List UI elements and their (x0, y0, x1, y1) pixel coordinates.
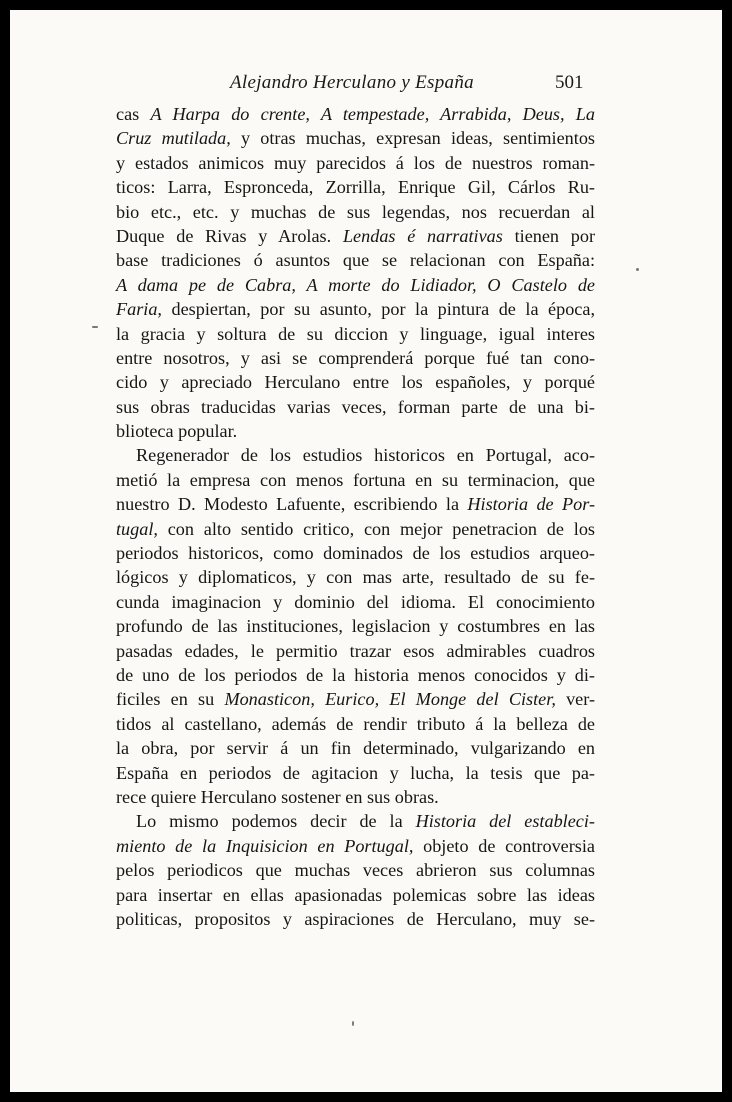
text-segment: base tradiciones ó asuntos que se relacionan con España: (116, 250, 595, 271)
italic-text-segment: A dama pe de Cabra, A morte do Lidiador, O Castelo de (116, 274, 595, 295)
text-line (116, 565, 595, 589)
text-segment: Duque de Rivas y Arolas. (116, 225, 343, 246)
text-segment: España en periodos de agitacion y lucha, la tesis que pa- (116, 762, 595, 783)
text-line (116, 785, 595, 809)
italic-text-segment: Faria, (116, 299, 162, 320)
text-segment: para insertar en ellas apasionadas polemicas sobre las ideas (116, 884, 595, 905)
text-line (116, 761, 595, 785)
text-line (116, 248, 595, 272)
text-segment: rece quiere Herculano sostener en sus obras. (116, 786, 439, 807)
italic-text-segment: Monasticon, Eurico, El Monge del Cister, (224, 689, 556, 710)
text-segment: pelos periodicos que muchas veces abrieron sus columnas (116, 860, 595, 881)
italic-text-segment: miento de la Inquisicion en Portugal, (116, 835, 414, 856)
text-segment: cunda imaginacion y dominio del idioma. El conocimiento (116, 591, 595, 612)
text-line (116, 443, 595, 467)
text-segment: y estados animicos muy parecidos á los de nuestros roman- (116, 152, 595, 173)
text-line (116, 151, 595, 175)
text-line (116, 517, 595, 541)
text-segment: la gracia y soltura de su diccion y linguage, igual interes (116, 323, 595, 344)
text-line (116, 736, 595, 760)
text-segment: cido y apreciado Herculano entre los españoles, y porqué (116, 372, 595, 393)
text-segment: sus obras traducidas varias veces, forman parte de una bi- (116, 396, 595, 417)
text-line (116, 809, 595, 833)
text-segment: entre nosotros, y asi se comprenderá porque fué tan cono- (116, 347, 595, 368)
text-line (116, 492, 595, 516)
text-line (116, 712, 595, 736)
text-line (116, 834, 595, 858)
italic-text-segment: Cruz mutilada, (116, 128, 231, 149)
italic-text-segment: Historia de Por- (467, 494, 595, 515)
text-segment: blioteca popular. (116, 421, 238, 442)
book-page (10, 10, 722, 1092)
text-segment: bio etc., etc. y muchas de sus legendas, nos recuerdan al (116, 201, 595, 222)
running-title: Alejandro Herculano y España (230, 72, 474, 93)
text-segment: politicas, propositos y aspiraciones de Herculano, muy se- (116, 908, 595, 929)
text-segment: y otras muchas, expresan ideas, sentimientos (230, 128, 595, 149)
text-segment: cas (116, 104, 151, 124)
text-segment: de uno de los periodos de la historia menos conocidos y di- (116, 664, 595, 685)
text-segment: nuestro D. Modesto Lafuente, escribiendo la (116, 494, 468, 515)
text-segment: Regenerador de los estudios historicos en Portugal, aco- (136, 445, 595, 466)
paper-speck (636, 268, 639, 271)
text-line (116, 346, 595, 370)
text-segment: lógicos y diplomaticos, y con mas arte, resultado de su fe- (116, 567, 595, 588)
text-segment: tienen por (502, 225, 596, 246)
text-line (116, 883, 595, 907)
text-line (116, 858, 595, 882)
text-segment: ficiles en su (116, 689, 225, 710)
text-segment: ver- (555, 689, 596, 710)
text-line (116, 541, 595, 565)
text-line (116, 273, 595, 297)
text-segment: metió la empresa con menos fortuna en su terminacion, que (116, 469, 595, 490)
text-line (116, 590, 595, 614)
text-line (116, 224, 595, 248)
italic-text-segment: tugal, (116, 518, 158, 539)
italic-text-segment: Lendas é narrativas (342, 225, 503, 246)
text-segment: periodos historicos, como dominados de los estudios arqueo- (116, 543, 595, 564)
text-segment: pasadas edades, le permitio trazar esos admirables cuadros (116, 640, 595, 661)
text-line (116, 468, 595, 492)
text-line (116, 175, 595, 199)
text-segment: profundo de las instituciones, legislacion y costumbres en las (116, 616, 595, 637)
body-text (116, 102, 595, 931)
text-line (116, 663, 595, 687)
text-line (116, 200, 595, 224)
text-line (116, 687, 595, 711)
paper-speck (92, 326, 98, 328)
text-line (116, 395, 595, 419)
text-line (116, 297, 595, 321)
text-line (116, 322, 595, 346)
text-line (116, 419, 595, 443)
italic-text-segment: Historia del estableci- (415, 811, 595, 832)
text-segment: despiertan, por su asunto, por la pintura de la época, (161, 299, 595, 320)
text-segment: la obra, por servir á un fin determinado, vulgarizando en (116, 738, 595, 759)
text-segment: con alto sentido critico, con mejor penetracion de los (157, 518, 595, 539)
paper-speck (352, 1021, 354, 1026)
text-segment: Lo mismo podemos decir de la (136, 811, 416, 832)
text-line (116, 639, 595, 663)
text-line (116, 907, 595, 931)
italic-text-segment: A Harpa do crente, A tempestade, Arrabida, Deus, La (150, 104, 595, 124)
text-line (116, 614, 595, 638)
text-segment: ticos: Larra, Espronceda, Zorrilla, Enrique Gil, Cárlos Ru- (116, 177, 595, 198)
text-segment: tidos al castellano, además de rendir tributo á la belleza de (116, 713, 595, 734)
text-line (116, 126, 595, 150)
text-segment: objeto de controversia (413, 835, 595, 856)
text-line (116, 102, 595, 126)
text-line (116, 370, 595, 394)
page-header (10, 72, 722, 100)
page-number: 501 (555, 72, 584, 93)
